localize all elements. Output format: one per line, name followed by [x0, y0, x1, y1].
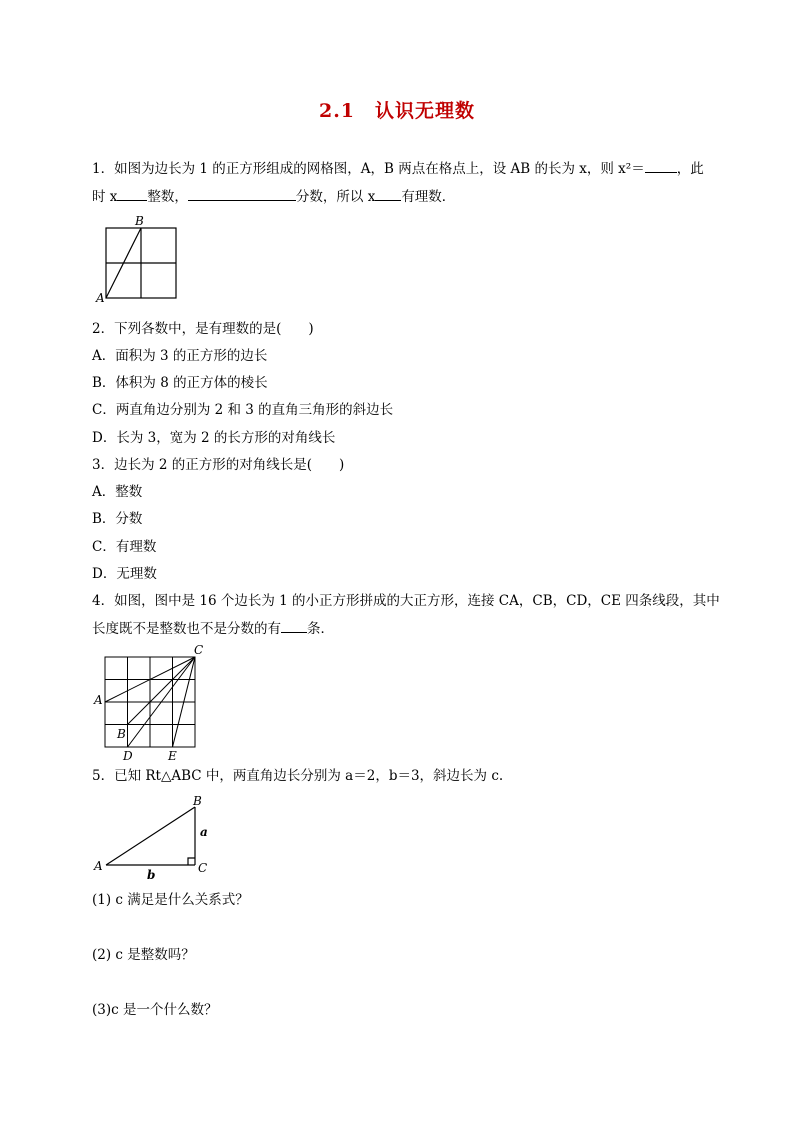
q3-option-b: B．分数 — [92, 511, 143, 527]
q4-line2-b: 条． — [307, 621, 334, 637]
q1-line2-c: 分数，所以 x — [295, 189, 376, 205]
q1-label-b: B — [135, 214, 144, 228]
q4-label-b: B — [117, 727, 126, 741]
q4-line2-a: 长度既不是整数也不是分数的有 — [92, 621, 281, 637]
q1-line1 — [92, 160, 704, 177]
q5-label-b-vertex: B — [193, 794, 202, 808]
page-title: 2.1 认识无理数 — [318, 100, 476, 122]
q2-option-d: D．长为 3，宽为 2 的长方形的对角线长 — [92, 430, 336, 446]
q1-line2-b: 整数， — [147, 189, 188, 205]
q1-grid-figure — [92, 212, 182, 304]
q5-label-side-b: b — [147, 868, 156, 882]
q3-option-c: C．有理数 — [92, 539, 157, 555]
q4-line1: 4．如图，图中是 16 个边长为 1 的小正方形拼成的大正方形，连接 CA，CB，CD，CE 四条线段，其中 — [92, 593, 720, 609]
q4-label-a: A — [94, 693, 103, 707]
q2-option-b: B．体积为 8 的正方体的棱长 — [92, 375, 268, 391]
q1-blank-fraction[interactable] — [188, 188, 296, 201]
q2-option-a: A．面积为 3 的正方形的边长 — [92, 348, 268, 364]
q1-blank-x-squared[interactable] — [645, 160, 677, 173]
q4-label-c: C — [194, 643, 204, 657]
q2-stem: 2．下列各数中，是有理数的是( ) — [92, 321, 314, 337]
q4-label-d: D — [123, 749, 133, 763]
q5-part-2: (2) c 是整数吗？ — [92, 947, 195, 963]
q1-line1-text: 1．如图为边长为 1 的正方形组成的网格图，A，B 两点在格点上，设 AB 的长为 x，则 x²＝ — [92, 161, 645, 177]
q5-part-1: (1) c 满足是什么关系式？ — [92, 892, 249, 908]
q1-label-a: A — [96, 291, 105, 305]
q1-blank-rational[interactable] — [375, 188, 401, 201]
q3-stem: 3．边长为 2 的正方形的对角线长是( ) — [92, 457, 345, 473]
q5-label-side-a: a — [200, 825, 208, 839]
q4-blank-count[interactable] — [281, 620, 307, 633]
q4-label-e: E — [168, 749, 177, 763]
q1-blank-integer[interactable] — [117, 188, 147, 201]
q4-line2 — [92, 620, 334, 637]
q1-line2 — [92, 188, 455, 205]
q5-label-a-vertex: A — [94, 859, 103, 873]
q5-stem: 5．已知 Rt△ABC 中，两直角边长分别为 a＝2，b＝3，斜边长为 c. — [92, 768, 504, 784]
q1-line1-end: ，此 — [676, 161, 704, 177]
q1-line2-a: 时 x — [92, 189, 118, 205]
q3-option-a: A．整数 — [92, 484, 143, 500]
q2-option-c: C．两直角边分别为 2 和 3 的直角三角形的斜边长 — [92, 402, 394, 418]
q5-label-c-vertex: C — [198, 861, 208, 875]
q5-part-3: (3)c 是一个什么数？ — [92, 1002, 218, 1018]
q1-line2-d: 有理数． — [401, 189, 456, 205]
q5-triangle-figure — [92, 792, 222, 880]
q4-grid-figure — [92, 642, 212, 764]
q3-option-d: D．无理数 — [92, 566, 157, 582]
